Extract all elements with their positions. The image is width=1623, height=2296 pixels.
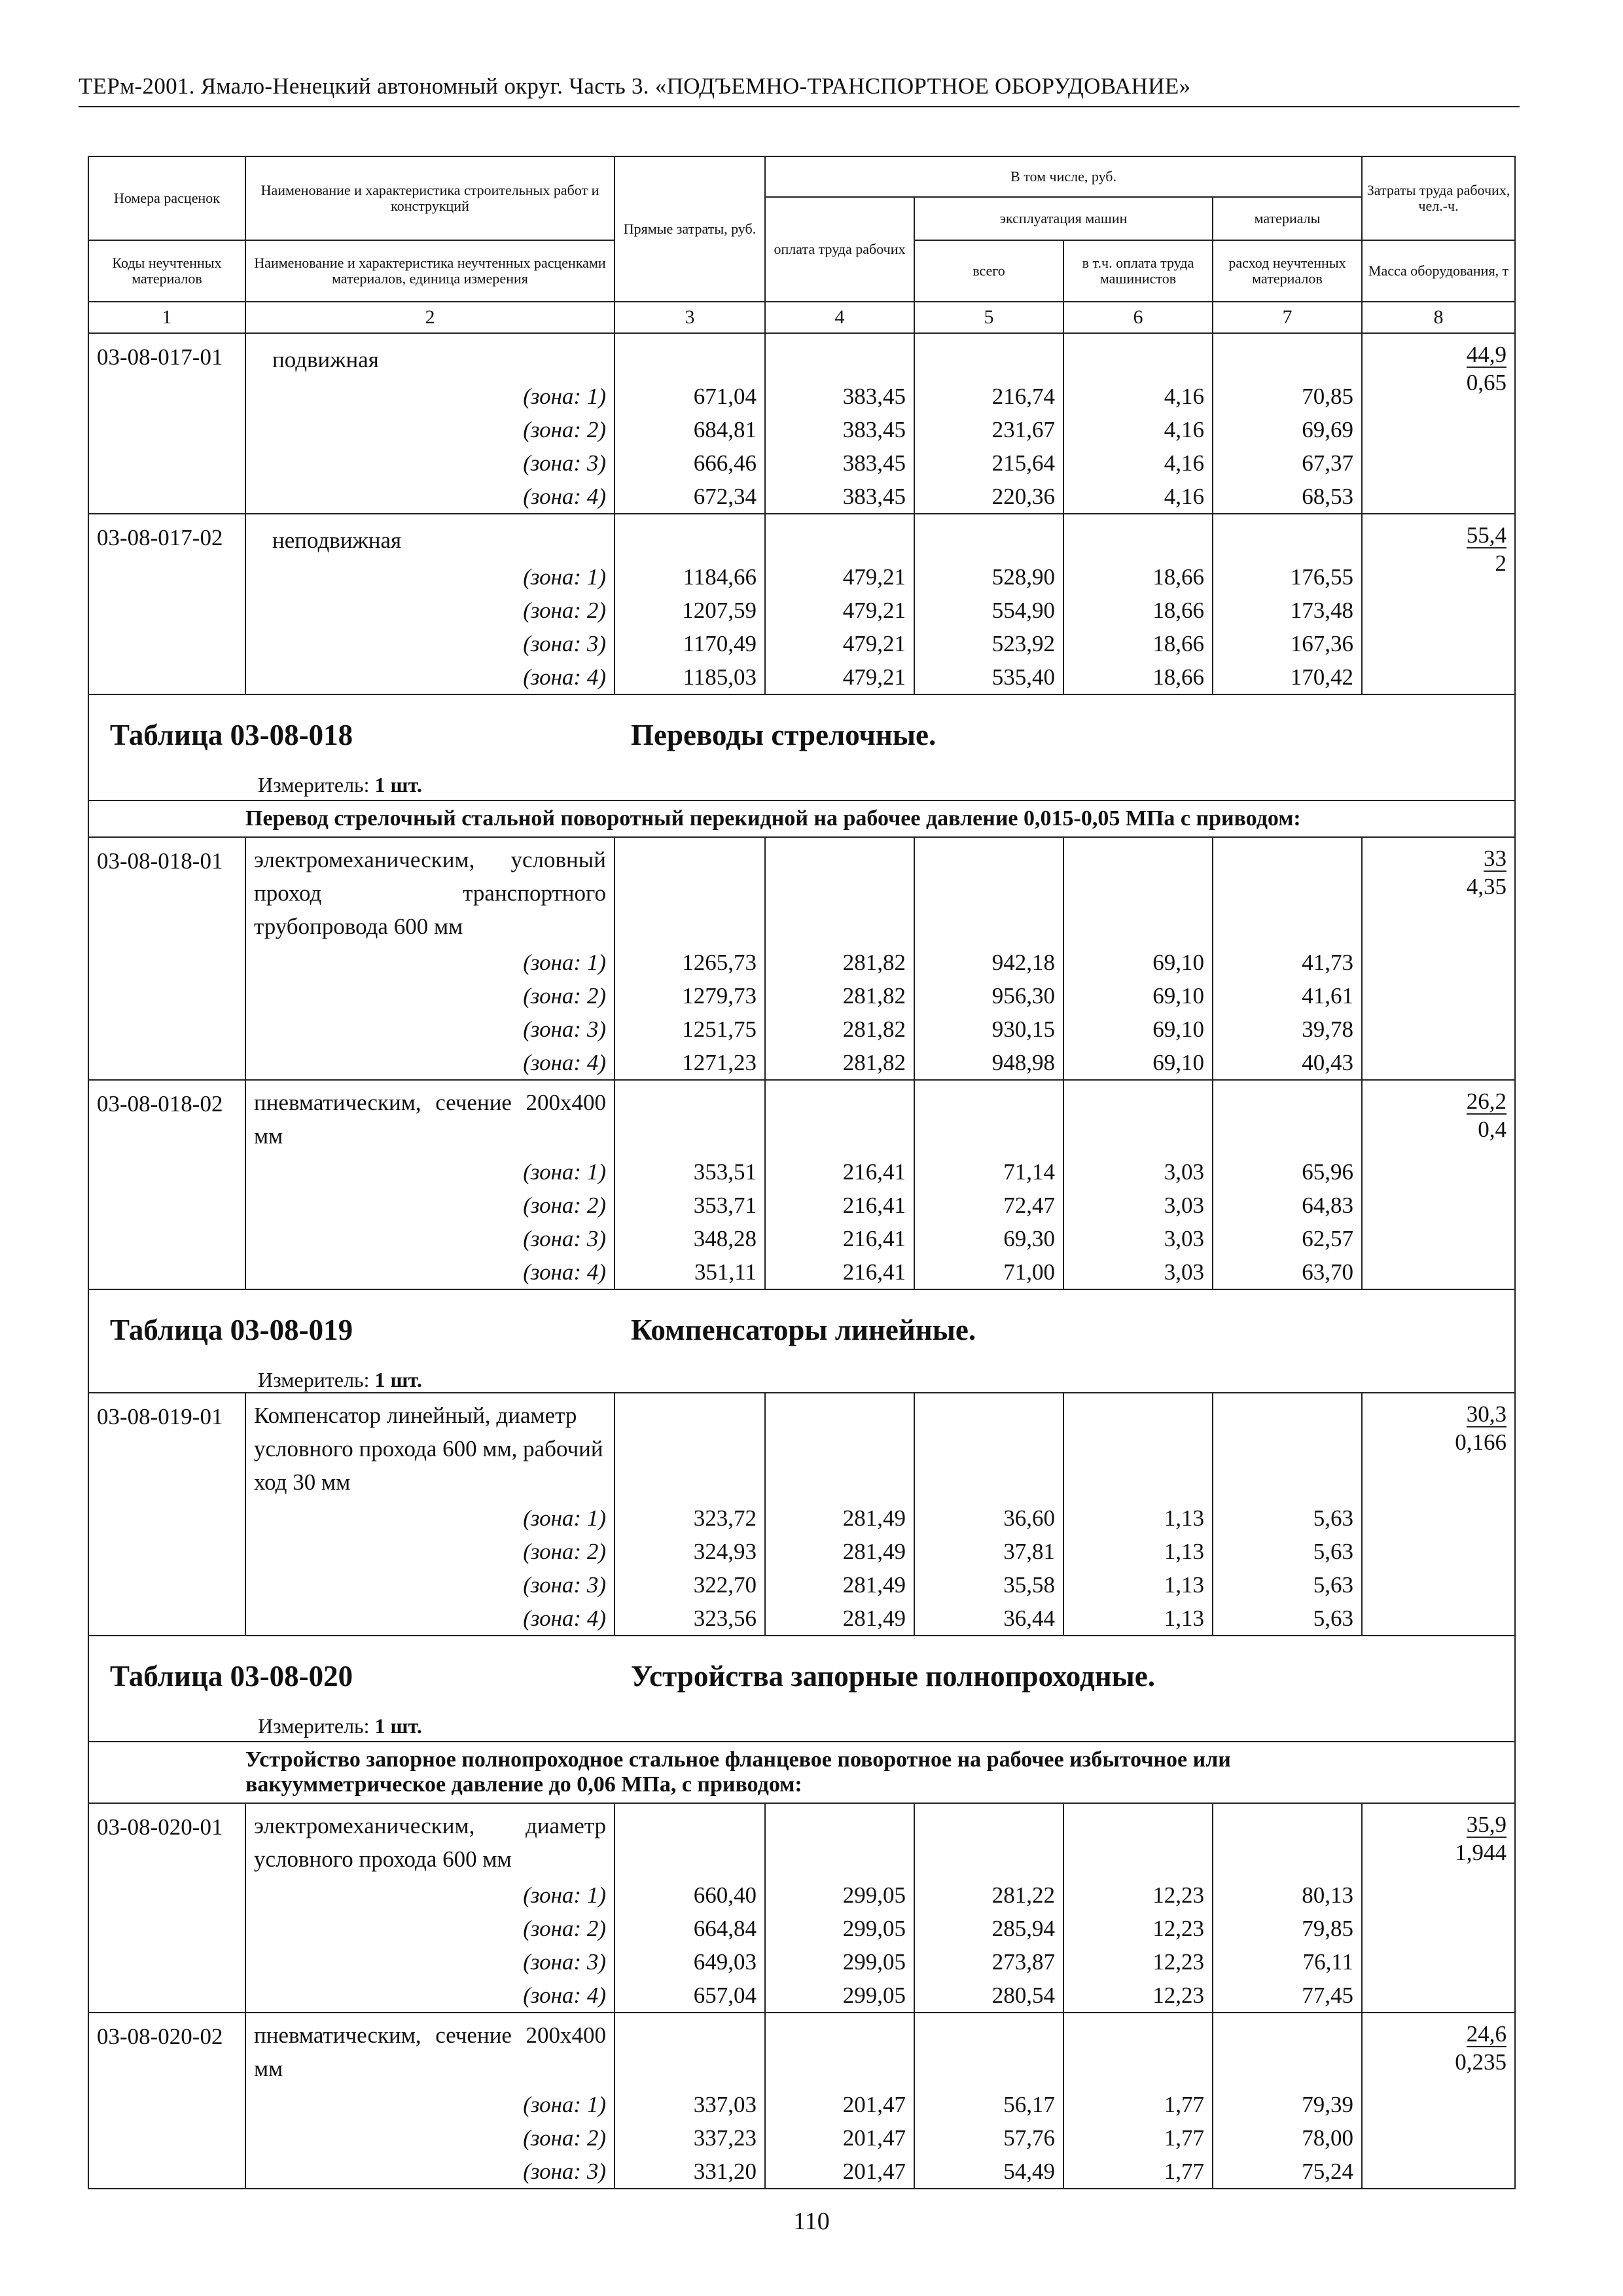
zone-row bbox=[88, 1046, 1515, 1080]
machines-total: 36,60 bbox=[914, 1501, 1063, 1535]
worker-wages: 281,49 bbox=[765, 1602, 914, 1636]
page-header: ТЕРм-2001. Ямало-Ненецкий автономный округ. Часть 3. «ПОДЪЕМНО-ТРАНСПОРТНОЕ ОБОРУДОВАНИЕ» bbox=[79, 73, 1520, 107]
operator-wages: 1,77 bbox=[1063, 2155, 1213, 2189]
zone-label: (зона: 1) bbox=[245, 560, 615, 594]
materials-cost: 69,69 bbox=[1213, 413, 1362, 446]
operator-wages: 18,66 bbox=[1063, 594, 1213, 627]
rate-code: 03-08-017-02 bbox=[88, 514, 245, 694]
meter-value: 1 шт. bbox=[374, 773, 422, 797]
zone-label: (зона: 2) bbox=[245, 1189, 615, 1222]
labor-hours: 35,9 bbox=[1466, 1812, 1507, 1837]
worker-wages: 383,45 bbox=[765, 380, 914, 413]
materials-cost: 40,43 bbox=[1213, 1046, 1362, 1080]
materials-cost: 41,73 bbox=[1213, 946, 1362, 979]
operator-wages: 1,13 bbox=[1063, 1501, 1213, 1535]
machines-total: 930,15 bbox=[914, 1013, 1063, 1046]
rate-item bbox=[88, 837, 1515, 1080]
labor-mass-fraction bbox=[1362, 1080, 1515, 1289]
machines-total: 56,17 bbox=[914, 2088, 1063, 2121]
direct-cost: 322,70 bbox=[615, 1568, 765, 1602]
machines-total: 942,18 bbox=[914, 946, 1063, 979]
direct-cost: 671,04 bbox=[615, 380, 765, 413]
meter-label: Измеритель: bbox=[258, 1368, 370, 1391]
materials-cost: 78,00 bbox=[1213, 2121, 1362, 2155]
group-description: Перевод стрелочный стальной поворотный перекидной на рабочее давление 0,015-0,05 МПа с приводом: bbox=[245, 800, 1515, 837]
zone-label: (зона: 2) bbox=[245, 979, 615, 1013]
section-title: Таблица 03-08-020 bbox=[110, 1660, 353, 1693]
labor-hours: 55,4 bbox=[1466, 522, 1507, 548]
rate-item bbox=[88, 1393, 1515, 1636]
col-header-labor: Затраты труда рабочих, чел.-ч. bbox=[1362, 156, 1515, 240]
operator-wages: 3,03 bbox=[1063, 1189, 1213, 1222]
col-header-name: Наименование и характеристика строительных работ и конструкций bbox=[245, 156, 615, 240]
worker-wages: 299,05 bbox=[765, 1979, 914, 2013]
zone-row bbox=[88, 1602, 1515, 1636]
materials-cost: 67,37 bbox=[1213, 446, 1362, 480]
equipment-mass: 0,65 bbox=[1466, 370, 1507, 395]
operator-wages: 4,16 bbox=[1063, 413, 1213, 446]
materials-cost: 77,45 bbox=[1213, 1979, 1362, 2013]
zone-row bbox=[88, 2088, 1515, 2121]
section-name: Переводы стрелочные. bbox=[631, 719, 936, 751]
zone-label: (зона: 2) bbox=[245, 1535, 615, 1568]
zone-row bbox=[88, 1013, 1515, 1046]
zone-row bbox=[88, 1189, 1515, 1222]
zone-row bbox=[88, 2155, 1515, 2189]
zone-label: (зона: 1) bbox=[245, 946, 615, 979]
labor-mass-fraction bbox=[1362, 514, 1515, 694]
direct-cost: 657,04 bbox=[615, 1979, 765, 2013]
equipment-mass: 2 bbox=[1495, 550, 1507, 576]
materials-cost: 5,63 bbox=[1213, 1602, 1362, 1636]
direct-cost: 324,93 bbox=[615, 1535, 765, 1568]
worker-wages: 479,21 bbox=[765, 660, 914, 694]
operator-wages: 3,03 bbox=[1063, 1222, 1213, 1255]
direct-cost: 337,23 bbox=[615, 2121, 765, 2155]
zone-label: (зона: 3) bbox=[245, 1013, 615, 1046]
direct-cost: 353,71 bbox=[615, 1189, 765, 1222]
machines-total: 71,00 bbox=[914, 1255, 1063, 1289]
rate-name: неподвижная bbox=[245, 514, 615, 560]
rate-item bbox=[88, 2013, 1515, 2189]
zone-label: (зона: 1) bbox=[245, 2088, 615, 2121]
worker-wages: 479,21 bbox=[765, 560, 914, 594]
zone-row bbox=[88, 560, 1515, 594]
col-header-group: В том числе, руб. bbox=[765, 156, 1362, 197]
labor-hours: 44,9 bbox=[1466, 342, 1507, 367]
section-018 bbox=[88, 694, 1515, 837]
machines-total: 36,44 bbox=[914, 1602, 1063, 1636]
materials-cost: 63,70 bbox=[1213, 1255, 1362, 1289]
machines-total: 37,81 bbox=[914, 1535, 1063, 1568]
operator-wages: 69,10 bbox=[1063, 1013, 1213, 1046]
direct-cost: 323,72 bbox=[615, 1501, 765, 1535]
col-number: 2 bbox=[245, 302, 615, 333]
materials-cost: 170,42 bbox=[1213, 660, 1362, 694]
equipment-mass: 0,4 bbox=[1478, 1117, 1507, 1142]
machines-total: 285,94 bbox=[914, 1912, 1063, 1945]
materials-cost: 5,63 bbox=[1213, 1535, 1362, 1568]
direct-cost: 331,20 bbox=[615, 2155, 765, 2189]
zone-row bbox=[88, 1568, 1515, 1602]
direct-cost: 660,40 bbox=[615, 1878, 765, 1912]
zone-label: (зона: 3) bbox=[245, 1945, 615, 1979]
col-header-material-use: расход неучтенных материалов bbox=[1213, 240, 1362, 302]
machines-total: 54,49 bbox=[914, 2155, 1063, 2189]
zone-row bbox=[88, 594, 1515, 627]
operator-wages: 69,10 bbox=[1063, 946, 1213, 979]
direct-cost: 1184,66 bbox=[615, 560, 765, 594]
direct-cost: 649,03 bbox=[615, 1945, 765, 1979]
worker-wages: 216,41 bbox=[765, 1222, 914, 1255]
zone-label: (зона: 4) bbox=[245, 660, 615, 694]
col-number: 8 bbox=[1362, 302, 1515, 333]
rate-name: Компенсатор линейный, диаметр условного прохода 600 мм, рабочий ход 30 мм bbox=[245, 1393, 615, 1501]
materials-cost: 41,61 bbox=[1213, 979, 1362, 1013]
col-number: 7 bbox=[1213, 302, 1362, 333]
zone-label: (зона: 4) bbox=[245, 1046, 615, 1080]
operator-wages: 69,10 bbox=[1063, 1046, 1213, 1080]
col-number: 5 bbox=[914, 302, 1063, 333]
materials-cost: 68,53 bbox=[1213, 480, 1362, 514]
section-name: Компенсаторы линейные. bbox=[631, 1314, 976, 1346]
rate-name: подвижная bbox=[245, 333, 615, 380]
rate-item bbox=[88, 1803, 1515, 2013]
zone-label: (зона: 3) bbox=[245, 627, 615, 660]
materials-cost: 5,63 bbox=[1213, 1501, 1362, 1535]
operator-wages: 4,16 bbox=[1063, 380, 1213, 413]
col-header-operator-wages: в т.ч. оплата труда машинистов bbox=[1063, 240, 1213, 302]
worker-wages: 201,47 bbox=[765, 2155, 914, 2189]
labor-mass-fraction bbox=[1362, 1393, 1515, 1636]
operator-wages: 18,66 bbox=[1063, 660, 1213, 694]
operator-wages: 4,16 bbox=[1063, 480, 1213, 514]
col-header-direct: Прямые затраты, руб. bbox=[615, 156, 765, 302]
labor-mass-fraction bbox=[1362, 837, 1515, 1080]
rate-name: пневматическим, сечение 200х400 мм bbox=[245, 1080, 615, 1155]
operator-wages: 18,66 bbox=[1063, 627, 1213, 660]
col-header-machines-total: всего bbox=[914, 240, 1063, 302]
operator-wages: 1,77 bbox=[1063, 2088, 1213, 2121]
zone-label: (зона: 3) bbox=[245, 446, 615, 480]
zone-label: (зона: 1) bbox=[245, 380, 615, 413]
zone-label: (зона: 4) bbox=[245, 1979, 615, 2013]
direct-cost: 1207,59 bbox=[615, 594, 765, 627]
machines-total: 35,58 bbox=[914, 1568, 1063, 1602]
zone-label: (зона: 3) bbox=[245, 1568, 615, 1602]
materials-cost: 80,13 bbox=[1213, 1878, 1362, 1912]
zone-row bbox=[88, 946, 1515, 979]
worker-wages: 383,45 bbox=[765, 480, 914, 514]
operator-wages: 12,23 bbox=[1063, 1878, 1213, 1912]
rate-code: 03-08-018-02 bbox=[88, 1080, 245, 1289]
machines-total: 215,64 bbox=[914, 446, 1063, 480]
table-header bbox=[88, 156, 1515, 333]
page-number: 110 bbox=[793, 2208, 830, 2235]
zone-row bbox=[88, 480, 1515, 514]
worker-wages: 216,41 bbox=[765, 1189, 914, 1222]
machines-total: 535,40 bbox=[914, 660, 1063, 694]
operator-wages: 12,23 bbox=[1063, 1912, 1213, 1945]
zone-label: (зона: 3) bbox=[245, 2155, 615, 2189]
zone-label: (зона: 1) bbox=[245, 1155, 615, 1189]
zone-row bbox=[88, 979, 1515, 1013]
zone-row bbox=[88, 2121, 1515, 2155]
machines-total: 220,36 bbox=[914, 480, 1063, 514]
col-number: 3 bbox=[615, 302, 765, 333]
materials-cost: 70,85 bbox=[1213, 380, 1362, 413]
machines-total: 71,14 bbox=[914, 1155, 1063, 1189]
section-title: Таблица 03-08-019 bbox=[110, 1314, 353, 1346]
zone-row bbox=[88, 1222, 1515, 1255]
rate-item bbox=[88, 514, 1515, 694]
machines-total: 273,87 bbox=[914, 1945, 1063, 1979]
section-name: Устройства запорные полнопроходные. bbox=[631, 1660, 1155, 1693]
machines-total: 523,92 bbox=[914, 627, 1063, 660]
worker-wages: 281,82 bbox=[765, 979, 914, 1013]
rate-code: 03-08-019-01 bbox=[88, 1393, 245, 1636]
materials-cost: 176,55 bbox=[1213, 560, 1362, 594]
direct-cost: 351,11 bbox=[615, 1255, 765, 1289]
zone-row bbox=[88, 1878, 1515, 1912]
zone-row bbox=[88, 1945, 1515, 1979]
equipment-mass: 4,35 bbox=[1466, 874, 1507, 899]
operator-wages: 1,13 bbox=[1063, 1602, 1213, 1636]
worker-wages: 281,82 bbox=[765, 946, 914, 979]
worker-wages: 216,41 bbox=[765, 1155, 914, 1189]
operator-wages: 12,23 bbox=[1063, 1945, 1213, 1979]
materials-cost: 167,36 bbox=[1213, 627, 1362, 660]
materials-cost: 75,24 bbox=[1213, 2155, 1362, 2189]
zone-label: (зона: 2) bbox=[245, 594, 615, 627]
direct-cost: 1265,73 bbox=[615, 946, 765, 979]
machines-total: 956,30 bbox=[914, 979, 1063, 1013]
meter-value: 1 шт. bbox=[374, 1368, 422, 1391]
zone-label: (зона: 2) bbox=[245, 1912, 615, 1945]
materials-cost: 79,39 bbox=[1213, 2088, 1362, 2121]
direct-cost: 323,56 bbox=[615, 1602, 765, 1636]
col-number: 1 bbox=[88, 302, 245, 333]
machines-total: 216,74 bbox=[914, 380, 1063, 413]
materials-cost: 39,78 bbox=[1213, 1013, 1362, 1046]
rate-code: 03-08-017-01 bbox=[88, 333, 245, 514]
zone-row bbox=[88, 1912, 1515, 1945]
rate-name: пневматическим, сечение 200х400 мм bbox=[245, 2013, 615, 2088]
zone-label: (зона: 1) bbox=[245, 1878, 615, 1912]
zone-row bbox=[88, 1155, 1515, 1189]
direct-cost: 664,84 bbox=[615, 1912, 765, 1945]
materials-cost: 76,11 bbox=[1213, 1945, 1362, 1979]
equipment-mass: 1,944 bbox=[1455, 1840, 1507, 1865]
zone-row bbox=[88, 1979, 1515, 2013]
direct-cost: 672,34 bbox=[615, 480, 765, 514]
labor-hours: 33 bbox=[1484, 846, 1507, 871]
rate-item bbox=[88, 1080, 1515, 1289]
zone-row bbox=[88, 413, 1515, 446]
operator-wages: 1,77 bbox=[1063, 2121, 1213, 2155]
machines-total: 554,90 bbox=[914, 594, 1063, 627]
col-header-wages: оплата труда рабочих bbox=[765, 197, 914, 302]
meter-label: Измеритель: bbox=[258, 773, 370, 797]
materials-cost: 65,96 bbox=[1213, 1155, 1362, 1189]
materials-cost: 62,57 bbox=[1213, 1222, 1362, 1255]
col-header-material-codes: Коды неучтенных материалов bbox=[88, 240, 245, 302]
zone-row bbox=[88, 627, 1515, 660]
worker-wages: 281,49 bbox=[765, 1535, 914, 1568]
direct-cost: 1271,23 bbox=[615, 1046, 765, 1080]
col-header-mass: Масса оборудования, т bbox=[1362, 240, 1515, 302]
worker-wages: 299,05 bbox=[765, 1878, 914, 1912]
zone-label: (зона: 4) bbox=[245, 1602, 615, 1636]
materials-cost: 79,85 bbox=[1213, 1912, 1362, 1945]
machines-total: 231,67 bbox=[914, 413, 1063, 446]
section-019 bbox=[88, 1289, 1515, 1393]
direct-cost: 1251,75 bbox=[615, 1013, 765, 1046]
zone-label: (зона: 3) bbox=[245, 1222, 615, 1255]
operator-wages: 1,13 bbox=[1063, 1568, 1213, 1602]
worker-wages: 299,05 bbox=[765, 1945, 914, 1979]
operator-wages: 3,03 bbox=[1063, 1155, 1213, 1189]
operator-wages: 3,03 bbox=[1063, 1255, 1213, 1289]
operator-wages: 18,66 bbox=[1063, 560, 1213, 594]
rate-name: электромеханическим, диаметр условного прохода 600 мм bbox=[245, 1803, 615, 1878]
worker-wages: 216,41 bbox=[765, 1255, 914, 1289]
meter-label: Измеритель: bbox=[258, 1714, 370, 1738]
section-meter bbox=[258, 1710, 422, 1743]
section-title: Таблица 03-08-018 bbox=[110, 719, 353, 751]
materials-cost: 64,83 bbox=[1213, 1189, 1362, 1222]
meter-value: 1 шт. bbox=[374, 1714, 422, 1738]
zone-row bbox=[88, 660, 1515, 694]
machines-total: 948,98 bbox=[914, 1046, 1063, 1080]
zone-label: (зона: 4) bbox=[245, 480, 615, 514]
zone-row bbox=[88, 1501, 1515, 1535]
column-numbers bbox=[88, 302, 1515, 333]
labor-mass-fraction bbox=[1362, 1803, 1515, 2013]
col-number: 6 bbox=[1063, 302, 1213, 333]
worker-wages: 383,45 bbox=[765, 446, 914, 480]
zone-row bbox=[88, 446, 1515, 480]
machines-total: 72,47 bbox=[914, 1189, 1063, 1222]
labor-mass-fraction bbox=[1362, 2013, 1515, 2189]
worker-wages: 479,21 bbox=[765, 627, 914, 660]
worker-wages: 281,82 bbox=[765, 1046, 914, 1080]
worker-wages: 201,47 bbox=[765, 2088, 914, 2121]
direct-cost: 1279,73 bbox=[615, 979, 765, 1013]
section-meter bbox=[258, 768, 422, 802]
worker-wages: 299,05 bbox=[765, 1912, 914, 1945]
zone-label: (зона: 1) bbox=[245, 1501, 615, 1535]
machines-total: 57,76 bbox=[914, 2121, 1063, 2155]
machines-total: 69,30 bbox=[914, 1222, 1063, 1255]
section-020 bbox=[88, 1636, 1515, 1803]
operator-wages: 1,13 bbox=[1063, 1535, 1213, 1568]
labor-hours: 30,3 bbox=[1466, 1401, 1507, 1427]
worker-wages: 281,49 bbox=[765, 1568, 914, 1602]
direct-cost: 348,28 bbox=[615, 1222, 765, 1255]
operator-wages: 4,16 bbox=[1063, 446, 1213, 480]
col-header-materials: материалы bbox=[1213, 197, 1362, 240]
worker-wages: 281,49 bbox=[765, 1501, 914, 1535]
zone-label: (зона: 4) bbox=[245, 1255, 615, 1289]
direct-cost: 1170,49 bbox=[615, 627, 765, 660]
machines-total: 281,22 bbox=[914, 1878, 1063, 1912]
col-header-machines: эксплуатация машин bbox=[914, 197, 1213, 240]
direct-cost: 684,81 bbox=[615, 413, 765, 446]
worker-wages: 201,47 bbox=[765, 2121, 914, 2155]
rate-code: 03-08-018-01 bbox=[88, 837, 245, 1080]
direct-cost: 1185,03 bbox=[615, 660, 765, 694]
machines-total: 528,90 bbox=[914, 560, 1063, 594]
zone-row bbox=[88, 380, 1515, 413]
rate-code: 03-08-020-01 bbox=[88, 1803, 245, 2013]
materials-cost: 173,48 bbox=[1213, 594, 1362, 627]
labor-hours: 24,6 bbox=[1466, 2021, 1507, 2047]
equipment-mass: 0,235 bbox=[1455, 2049, 1507, 2075]
direct-cost: 353,51 bbox=[615, 1155, 765, 1189]
col-header-material-names: Наименование и характеристика неучтенных расценками материалов, единица измерения bbox=[245, 240, 615, 302]
rate-code: 03-08-020-02 bbox=[88, 2013, 245, 2189]
materials-cost: 5,63 bbox=[1213, 1568, 1362, 1602]
zone-row bbox=[88, 1255, 1515, 1289]
col-header-code: Номера расценок bbox=[88, 156, 245, 240]
worker-wages: 383,45 bbox=[765, 413, 914, 446]
direct-cost: 666,46 bbox=[615, 446, 765, 480]
section-meter bbox=[258, 1363, 422, 1397]
zone-label: (зона: 2) bbox=[245, 413, 615, 446]
worker-wages: 479,21 bbox=[765, 594, 914, 627]
worker-wages: 281,82 bbox=[765, 1013, 914, 1046]
equipment-mass: 0,166 bbox=[1455, 1429, 1507, 1455]
machines-total: 280,54 bbox=[914, 1979, 1063, 2013]
group-description: Устройство запорное полнопроходное стальное фланцевое поворотное на рабочее избыточное или вакуумметрическое давление до 0,06 МПа, с приводом: bbox=[245, 1742, 1515, 1803]
operator-wages: 69,10 bbox=[1063, 979, 1213, 1013]
zone-row bbox=[88, 1535, 1515, 1568]
rate-name: электромеханическим, условный проход транспортного трубопровода 600 мм bbox=[245, 837, 615, 946]
col-number: 4 bbox=[765, 302, 914, 333]
operator-wages: 12,23 bbox=[1063, 1979, 1213, 2013]
zone-label: (зона: 2) bbox=[245, 2121, 615, 2155]
price-table bbox=[88, 156, 1516, 2189]
labor-mass-fraction bbox=[1362, 333, 1515, 514]
labor-hours: 26,2 bbox=[1466, 1088, 1507, 1114]
direct-cost: 337,03 bbox=[615, 2088, 765, 2121]
rate-item bbox=[88, 333, 1515, 514]
